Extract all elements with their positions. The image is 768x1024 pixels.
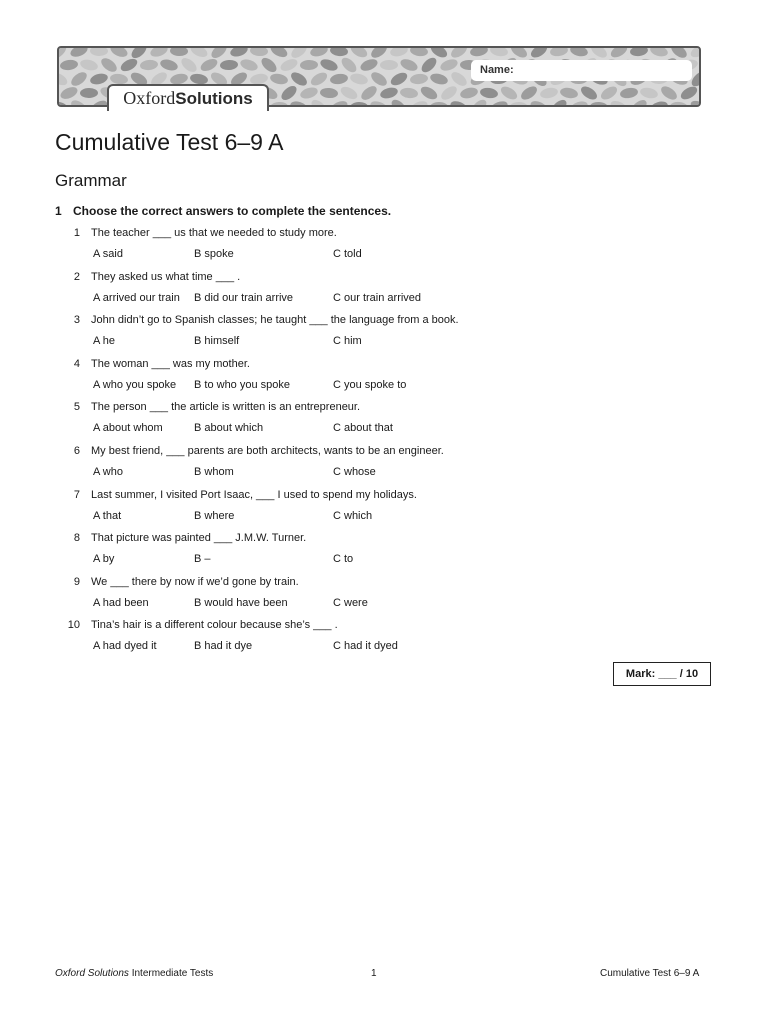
question-text: The person ___ the article is written is an entrepreneur. <box>91 401 361 414</box>
pattern-pill <box>59 100 69 107</box>
option-c[interactable]: C told <box>333 248 362 260</box>
pattern-pill <box>349 72 369 86</box>
instruction-text: Choose the correct answers to complete the sentences. <box>73 204 392 218</box>
option-c[interactable]: C whose <box>333 466 376 478</box>
option-b[interactable]: B would have been <box>194 596 288 609</box>
pattern-pill <box>439 84 459 103</box>
pattern-pill <box>119 56 140 73</box>
pattern-pill <box>379 86 399 101</box>
pattern-pill <box>279 83 299 102</box>
pattern-pill <box>489 99 509 107</box>
pattern-pill <box>689 98 701 107</box>
pattern-pill <box>339 55 359 75</box>
pattern-pill <box>419 84 440 102</box>
pattern-pill <box>409 99 429 107</box>
brand-light: Oxford <box>123 88 176 108</box>
question-number: 6 <box>73 445 80 457</box>
pattern-pill <box>270 101 289 107</box>
pattern-pill <box>609 48 630 60</box>
pattern-pill <box>459 86 479 100</box>
pattern-pill <box>699 87 701 99</box>
pattern-pill <box>699 59 701 71</box>
pattern-pill <box>409 48 428 57</box>
pattern-pill <box>289 99 309 107</box>
pattern-pill <box>689 48 701 60</box>
pattern-pill <box>329 73 348 86</box>
option-a[interactable]: A arrived our train <box>93 291 180 304</box>
pattern-pill <box>529 99 550 107</box>
pattern-pill <box>279 57 300 74</box>
pattern-pill <box>649 48 669 58</box>
pattern-pill <box>329 48 348 57</box>
page-title: Cumulative Test 6–9 A <box>55 129 284 155</box>
question-text: The woman ___ was my mother. <box>91 357 250 370</box>
pattern-pill <box>69 48 89 59</box>
option-a[interactable]: A who you spoke <box>93 378 177 391</box>
pattern-pill <box>89 72 109 86</box>
question-number: 8 <box>73 532 80 545</box>
pattern-pill <box>439 57 459 73</box>
pattern-pill <box>659 84 679 103</box>
pattern-pill <box>99 56 119 75</box>
pattern-pill <box>510 102 528 107</box>
option-c[interactable]: C to <box>333 553 354 566</box>
pattern-pill <box>309 97 329 107</box>
pattern-pill <box>399 87 418 99</box>
question-number: 10 <box>67 619 80 632</box>
question-text: We ___ there by now if we’d gone by train. <box>91 575 299 588</box>
pattern-pill <box>579 84 600 102</box>
pattern-pill <box>329 99 350 107</box>
option-c[interactable]: C him <box>333 335 362 348</box>
option-a[interactable]: A about whom <box>93 422 163 435</box>
option-b[interactable]: B where <box>194 509 235 522</box>
option-b[interactable]: B did our train arrive <box>194 291 294 304</box>
pattern-pill <box>359 57 379 73</box>
option-c[interactable]: C which <box>333 509 373 522</box>
pattern-pill <box>350 102 368 107</box>
pattern-pill <box>489 48 509 58</box>
pattern-pill <box>469 97 489 107</box>
pattern-pill <box>369 48 389 60</box>
question-text: Last summer, I visited Port Isaac, ___ I used to spend my holidays. <box>91 488 417 501</box>
pattern-pill <box>629 48 648 57</box>
pattern-pill <box>300 60 318 71</box>
question-number: 9 <box>73 575 80 588</box>
pattern-pill <box>79 58 99 72</box>
option-b[interactable]: B – <box>194 553 211 566</box>
pattern-pill <box>590 101 609 107</box>
pattern-pill <box>229 48 249 59</box>
section-heading: Grammar <box>55 171 127 190</box>
pattern-pill <box>69 70 89 89</box>
pattern-pill <box>499 84 520 102</box>
pattern-pill <box>369 99 389 107</box>
pattern-pill <box>649 100 669 107</box>
pattern-pill <box>59 59 78 71</box>
pattern-pill <box>389 70 410 88</box>
question-text: That picture was painted ___ J.M.W. Turner. <box>91 532 307 545</box>
option-a[interactable]: A had dyed it <box>93 640 157 653</box>
pattern-pill <box>479 87 498 100</box>
pattern-pill <box>449 69 469 88</box>
name-label: Name: <box>480 64 514 76</box>
option-b[interactable]: B himself <box>194 335 240 348</box>
question-text: John didn’t go to Spanish classes; he taught ___ the language from a book. <box>91 314 459 327</box>
option-b[interactable]: B about which <box>194 422 264 435</box>
pattern-pill <box>419 55 439 75</box>
pattern-pill <box>629 97 649 107</box>
pattern-pill <box>309 70 330 88</box>
pattern-pill <box>289 48 309 61</box>
question-number: 4 <box>73 357 80 370</box>
pattern-pill <box>639 86 659 100</box>
option-b[interactable]: B had it dye <box>194 640 253 653</box>
pattern-pill <box>199 56 220 73</box>
pattern-pill <box>569 99 589 107</box>
pattern-pill <box>609 98 630 107</box>
question-number: 3 <box>73 314 80 327</box>
pattern-pill <box>619 87 638 100</box>
pattern-pill <box>140 59 159 71</box>
option-b[interactable]: B whom <box>194 466 234 478</box>
footer-series: Intermediate Tests <box>128 968 214 979</box>
footer-left <box>55 968 213 979</box>
pattern-pill <box>250 48 269 57</box>
question-text: Tina’s hair is a different colour because she’s ___ . <box>91 619 338 632</box>
pattern-pill <box>399 57 419 73</box>
pattern-pill <box>269 48 290 60</box>
pattern-pill <box>679 84 700 102</box>
pattern-pill <box>469 48 489 58</box>
pattern-pill <box>670 101 689 107</box>
pattern-pill <box>209 48 229 61</box>
exercise-instruction <box>55 204 391 218</box>
option-a[interactable]: A that <box>93 509 122 522</box>
question-text: The teacher ___ us that we needed to study more. <box>91 227 337 239</box>
pattern-pill <box>59 48 69 61</box>
pattern-pill <box>539 86 559 100</box>
option-c[interactable]: C had it dyed <box>333 640 398 653</box>
pattern-pill <box>80 88 98 98</box>
pattern-pill <box>320 87 339 99</box>
option-a[interactable]: A said <box>93 248 123 260</box>
question-number: 1 <box>73 227 80 239</box>
option-c[interactable]: C were <box>333 596 368 609</box>
pattern-pill <box>529 48 550 60</box>
question-text: They asked us what time ___ . <box>91 270 241 283</box>
question-number: 7 <box>73 488 80 501</box>
pattern-pill <box>220 59 239 70</box>
pattern-pill <box>159 58 179 73</box>
pattern-pill <box>269 72 289 86</box>
pattern-pill <box>389 48 409 58</box>
option-c[interactable]: C about that <box>333 422 393 435</box>
exercise-number: 1 <box>55 204 62 218</box>
brand-bold: Solutions <box>175 88 253 108</box>
pattern-pill <box>430 102 448 107</box>
pattern-pill <box>389 97 409 107</box>
pattern-pill <box>149 48 169 59</box>
option-c[interactable]: C you spoke to <box>333 378 407 391</box>
option-a[interactable]: A he <box>93 335 116 348</box>
pattern-pill <box>559 86 579 99</box>
pattern-pill <box>549 97 569 107</box>
page-number: 1 <box>371 968 377 979</box>
question-number: 5 <box>73 401 80 414</box>
question-number: 2 <box>73 270 80 283</box>
pattern-pill <box>59 85 79 101</box>
footer-right: Cumulative Test 6–9 A <box>600 968 700 979</box>
pattern-pill <box>189 48 210 59</box>
pattern-pill <box>339 84 360 101</box>
pattern-pill <box>569 48 589 58</box>
pattern-pill <box>449 48 469 60</box>
mark-box: Mark: ___ / 10 <box>613 662 711 686</box>
option-a[interactable]: A by <box>93 553 115 566</box>
option-b[interactable]: B to who you spoke <box>194 378 291 391</box>
pattern-pill <box>299 85 319 100</box>
pattern-pill <box>319 57 339 73</box>
pattern-pill <box>409 73 428 85</box>
pattern-pill <box>519 84 539 103</box>
question-text: My best friend, ___ parents are both architects, wants to be an engineer. <box>91 445 444 457</box>
pattern-pill <box>90 48 108 56</box>
pattern-pill <box>239 57 259 72</box>
name-field[interactable] <box>471 60 692 81</box>
footer-brand: Oxford Solutions <box>55 968 129 979</box>
brand-logo <box>107 84 269 111</box>
option-a[interactable]: A had been <box>93 596 149 609</box>
pattern-pill <box>109 48 130 59</box>
pattern-pill <box>69 98 89 107</box>
option-b[interactable]: B spoke <box>194 248 234 260</box>
option-c[interactable]: C our train arrived <box>333 291 422 304</box>
pattern-pill <box>349 48 370 60</box>
pattern-pill <box>179 55 199 74</box>
pattern-pill <box>359 83 379 102</box>
pattern-pill <box>429 72 449 87</box>
pattern-pill <box>170 48 188 56</box>
option-a[interactable]: A who <box>93 466 123 478</box>
pattern-pill <box>259 55 279 74</box>
pattern-pill <box>289 70 309 89</box>
pattern-pill <box>59 70 69 87</box>
pattern-pill <box>449 99 469 107</box>
pattern-pill <box>599 84 620 102</box>
pattern-pill <box>309 48 329 58</box>
pattern-pill <box>380 60 398 70</box>
pattern-pill <box>549 48 568 57</box>
pattern-pill <box>369 70 389 89</box>
